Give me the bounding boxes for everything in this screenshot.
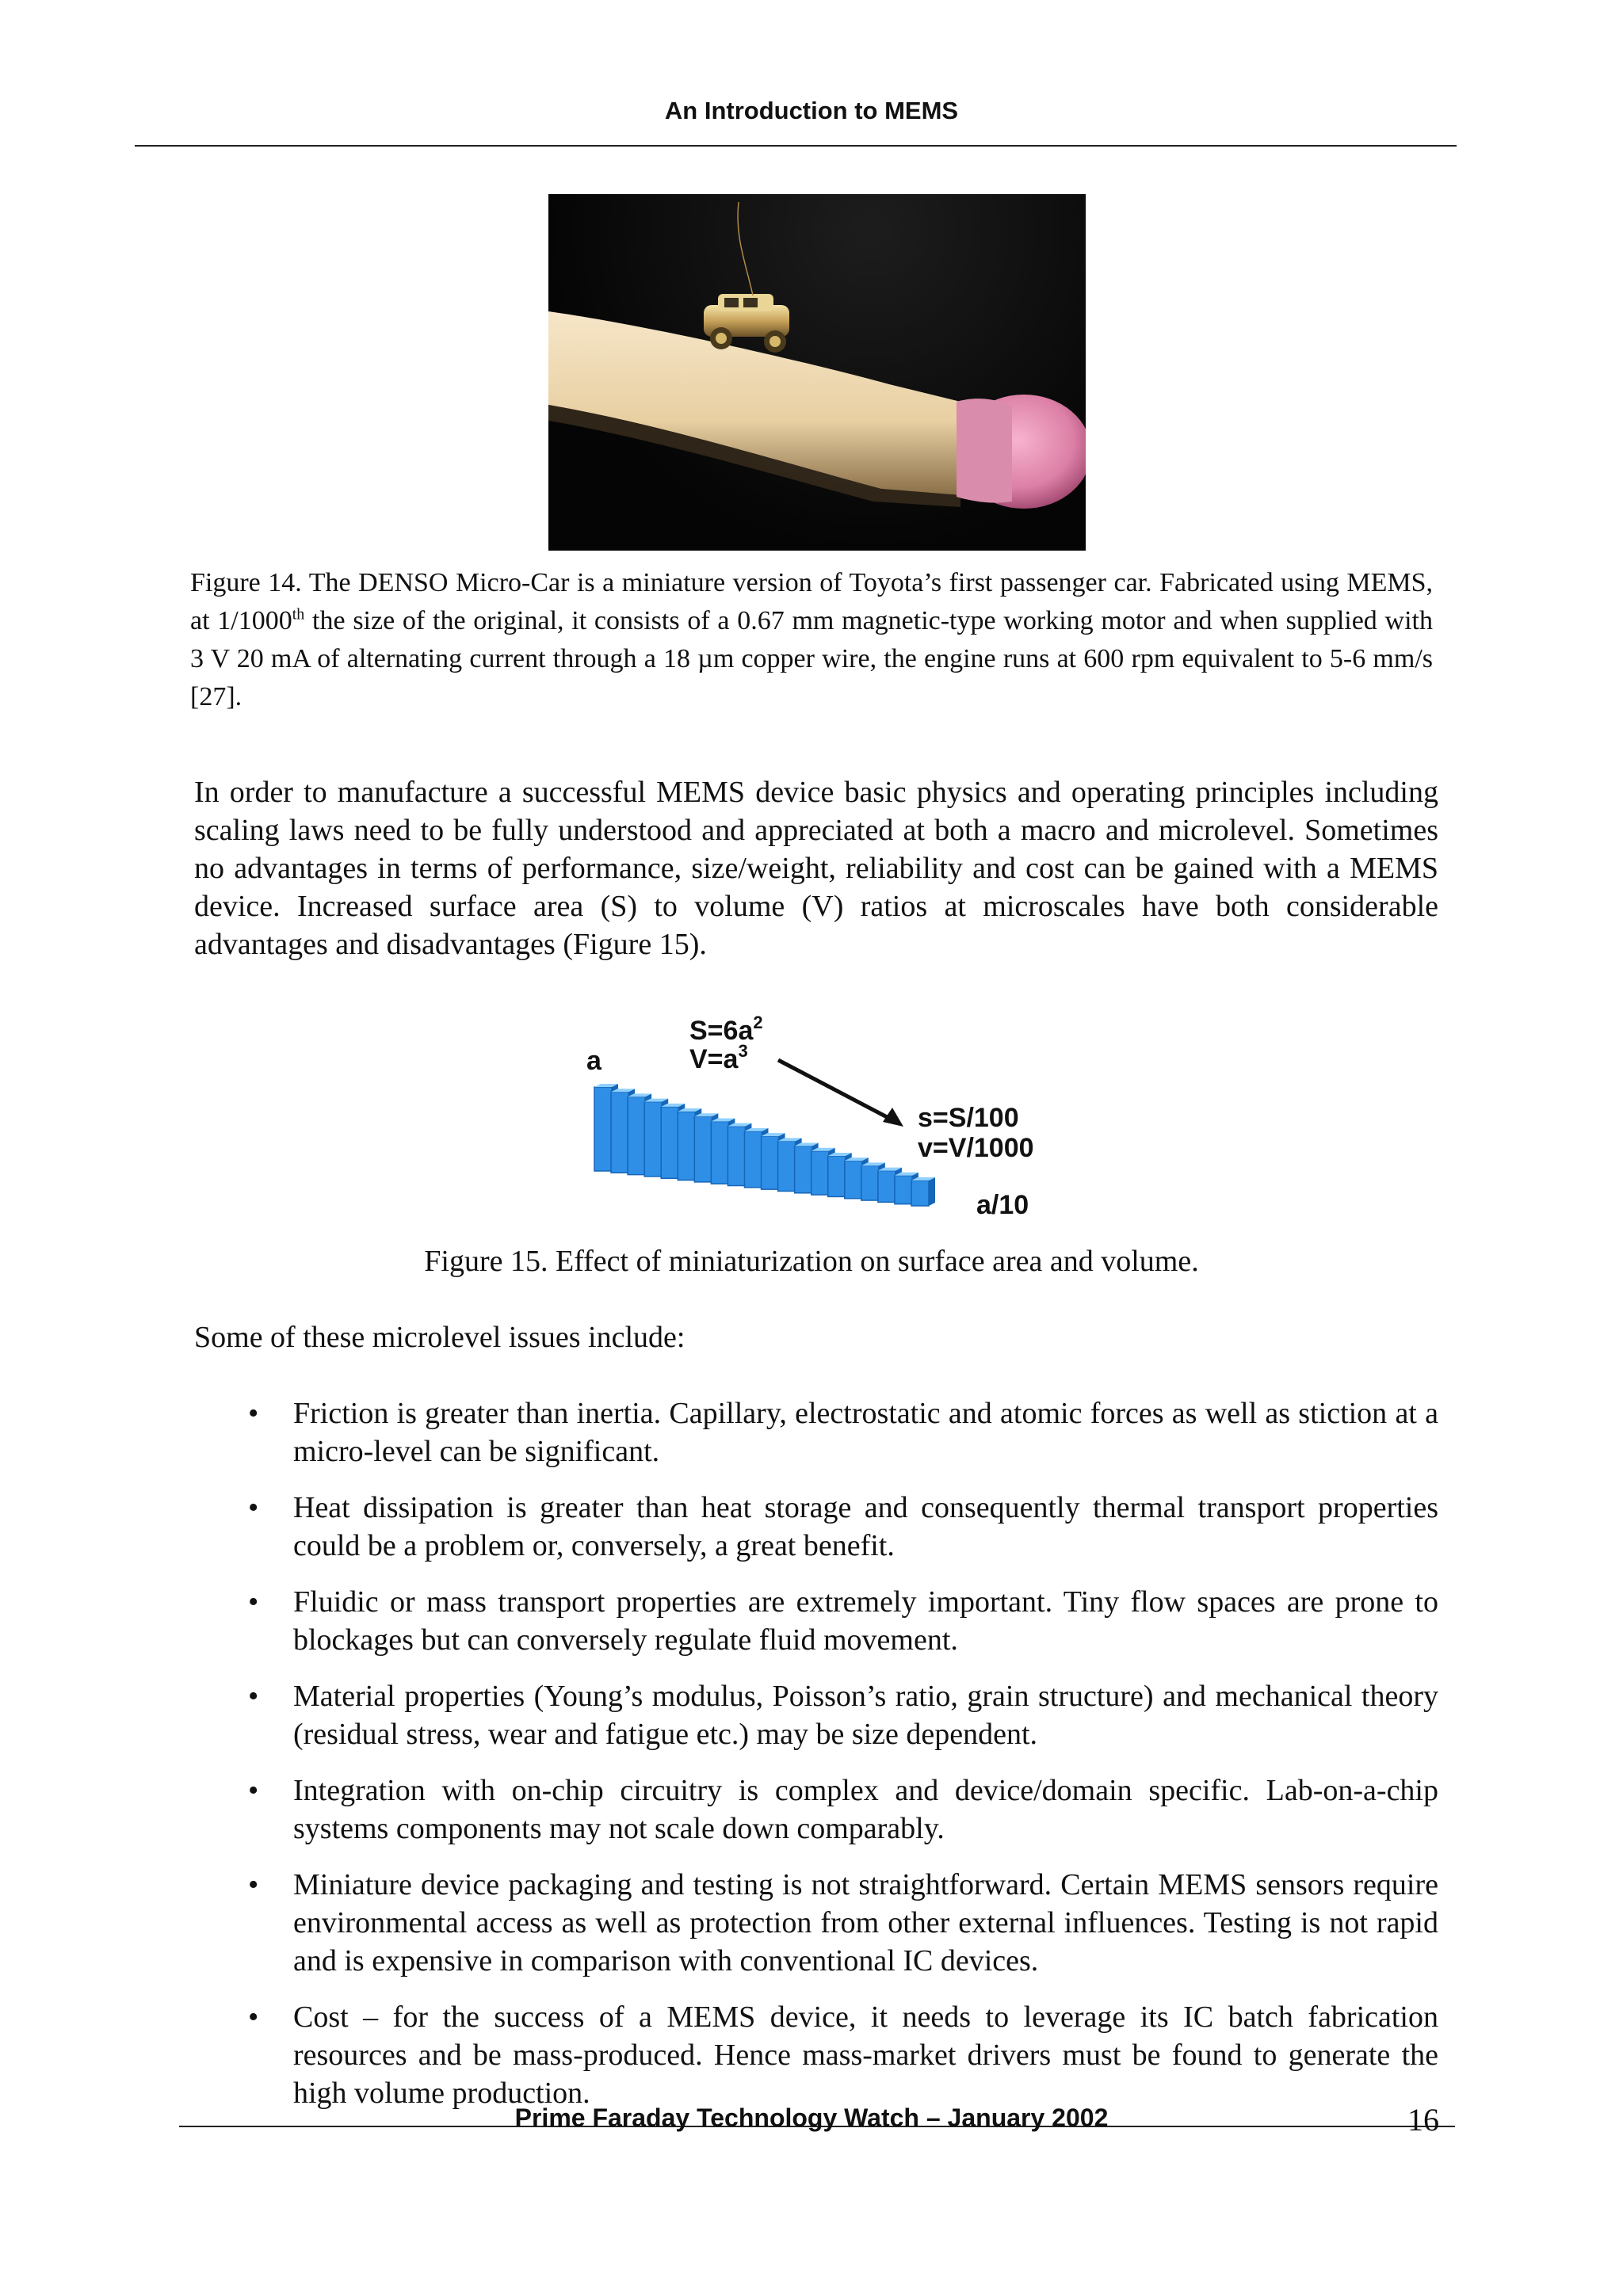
- bullet-icon: •: [248, 1680, 259, 1713]
- cube-front: [795, 1146, 812, 1193]
- list-item: [194, 1866, 1438, 1980]
- cube-front: [778, 1141, 796, 1191]
- cube-front: [744, 1131, 762, 1188]
- cube-front: [711, 1121, 728, 1184]
- list-item-text: Friction is greater than inertia. Capillary, electrostatic and atomic forces as well as stiction at a micro-level can be significant.: [293, 1397, 1438, 1468]
- cube-front: [861, 1165, 879, 1200]
- figure-15-diagram: [586, 1006, 1062, 1228]
- shrinking-cubes-group: [594, 1084, 935, 1206]
- figure-14-caption-part-2: the size of the original, it consists of a 0.67 mm magnetic-type working motor and when supplied with 3 V 20 mA of alternating current through a 18 µm copper wire, the engine runs at 600 rpm equivalent to 5-6 mm/s [27].: [190, 606, 1433, 711]
- bullet-icon: •: [248, 2000, 259, 2034]
- bullet-icon: •: [248, 1585, 259, 1619]
- bullet-icon: •: [248, 1774, 259, 1807]
- list-item: [194, 1772, 1438, 1848]
- cube-front: [678, 1112, 695, 1180]
- list-item: [194, 1998, 1438, 2112]
- cube-front: [895, 1176, 912, 1204]
- list-item: [194, 1489, 1438, 1565]
- cube-front: [694, 1116, 712, 1182]
- cube-front: [644, 1102, 662, 1177]
- cube-front: [762, 1136, 779, 1189]
- cube-front: [611, 1092, 628, 1173]
- list-item-text: Miniature device packaging and testing is not straightforward. Certain MEMS sensors require environmental access as well as protection from other external influences. Testing is not rapid and is expensive in comparison with conventional IC devices.: [293, 1868, 1438, 1978]
- figure-14-caption: [190, 564, 1433, 716]
- cube-side: [929, 1177, 935, 1206]
- list-item-text: Cost – for the success of a MEMS device, it needs to leverage its IC batch fabrication resources and be mass-produced. Hence mass-market drivers must be found to generate the high volume production.: [293, 2000, 1438, 2110]
- bullet-icon: •: [248, 1491, 259, 1524]
- list-item: [194, 1677, 1438, 1753]
- body-paragraph: In order to manufacture a successful MEMS device basic physics and operating principles including scaling laws need to be fully understood and appreciated at both a macro and microlevel. Sometimes no advantages in terms of performance, size/weight, reliability and cost can be gained with a MEMS device. Increased surface area (S) to volume (V) ratios at microscales have both considerable advantages and disadvantages (Figure 15).: [194, 776, 1438, 961]
- cube-front: [911, 1180, 929, 1206]
- label-volume-formula: $V=a^3$: [689, 1041, 748, 1074]
- figure-15-caption: Figure 15. Effect of miniaturization on surface area and volume.: [424, 1245, 1199, 1278]
- label-scaled-volume: v=V/1000: [918, 1133, 1034, 1163]
- cube-front: [628, 1097, 645, 1174]
- label-edge-a: a: [586, 1046, 601, 1076]
- list-item-text: Integration with on-chip circuitry is complex and device/domain specific. Lab-on-a-chip systems components may not scale down comparably.: [293, 1774, 1438, 1845]
- page-number: 16: [1407, 2102, 1439, 2138]
- cube-front: [845, 1161, 862, 1199]
- list-item: [194, 1394, 1438, 1470]
- issues-list: [194, 1394, 1438, 2130]
- denso-micro-car-photo: [548, 194, 1086, 551]
- page-header-title: An Introduction to MEMS: [664, 97, 959, 124]
- list-item-text: Fluidic or mass transport properties are extremely important. Tiny flow spaces are prone to blockages but can conversely regulate fluid movement.: [293, 1585, 1438, 1657]
- label-surface-formula: $S=6a^2$: [689, 1013, 763, 1046]
- footer-text: Prime Faraday Technology Watch – January 2002: [514, 2103, 1109, 2132]
- scaling-arrow-line: [778, 1060, 892, 1119]
- bullet-icon: •: [248, 1868, 259, 1901]
- header-divider: [135, 145, 1457, 147]
- cube-front: [878, 1171, 896, 1203]
- list-item-text: Material properties (Young’s modulus, Poisson’s ratio, grain structure) and mechanical theory (residual stress, wear and fatigue etc.) may be size dependent.: [293, 1680, 1438, 1751]
- figure-14-caption-superscript: th: [292, 605, 305, 624]
- figure-14-caption-part-1: Figure 14. The DENSO Micro-Car is a miniature version of Toyota’s first passenger car. Fabricated using MEMS, at 1/1000: [190, 568, 1433, 635]
- cube-front: [727, 1127, 745, 1186]
- scaling-diagram-svg: [586, 1006, 1062, 1228]
- micro-car-icon: [704, 294, 789, 353]
- cube-front: [828, 1156, 846, 1196]
- label-scaled-surface: s=S/100: [918, 1103, 1019, 1133]
- cube-front: [812, 1151, 829, 1195]
- cube-front: [594, 1087, 612, 1171]
- micro-car-on-matchstick-illustration: [548, 194, 1086, 551]
- list-item: [194, 1583, 1438, 1659]
- bullet-icon: •: [248, 1397, 259, 1430]
- list-item-text: Heat dissipation is greater than heat storage and consequently thermal transport properties could be a problem or, conversely, a great benefit.: [293, 1491, 1438, 1562]
- cube-front: [661, 1107, 678, 1178]
- label-scaled-edge: a/10: [976, 1190, 1029, 1220]
- issues-intro: Some of these microlevel issues include:: [194, 1321, 685, 1354]
